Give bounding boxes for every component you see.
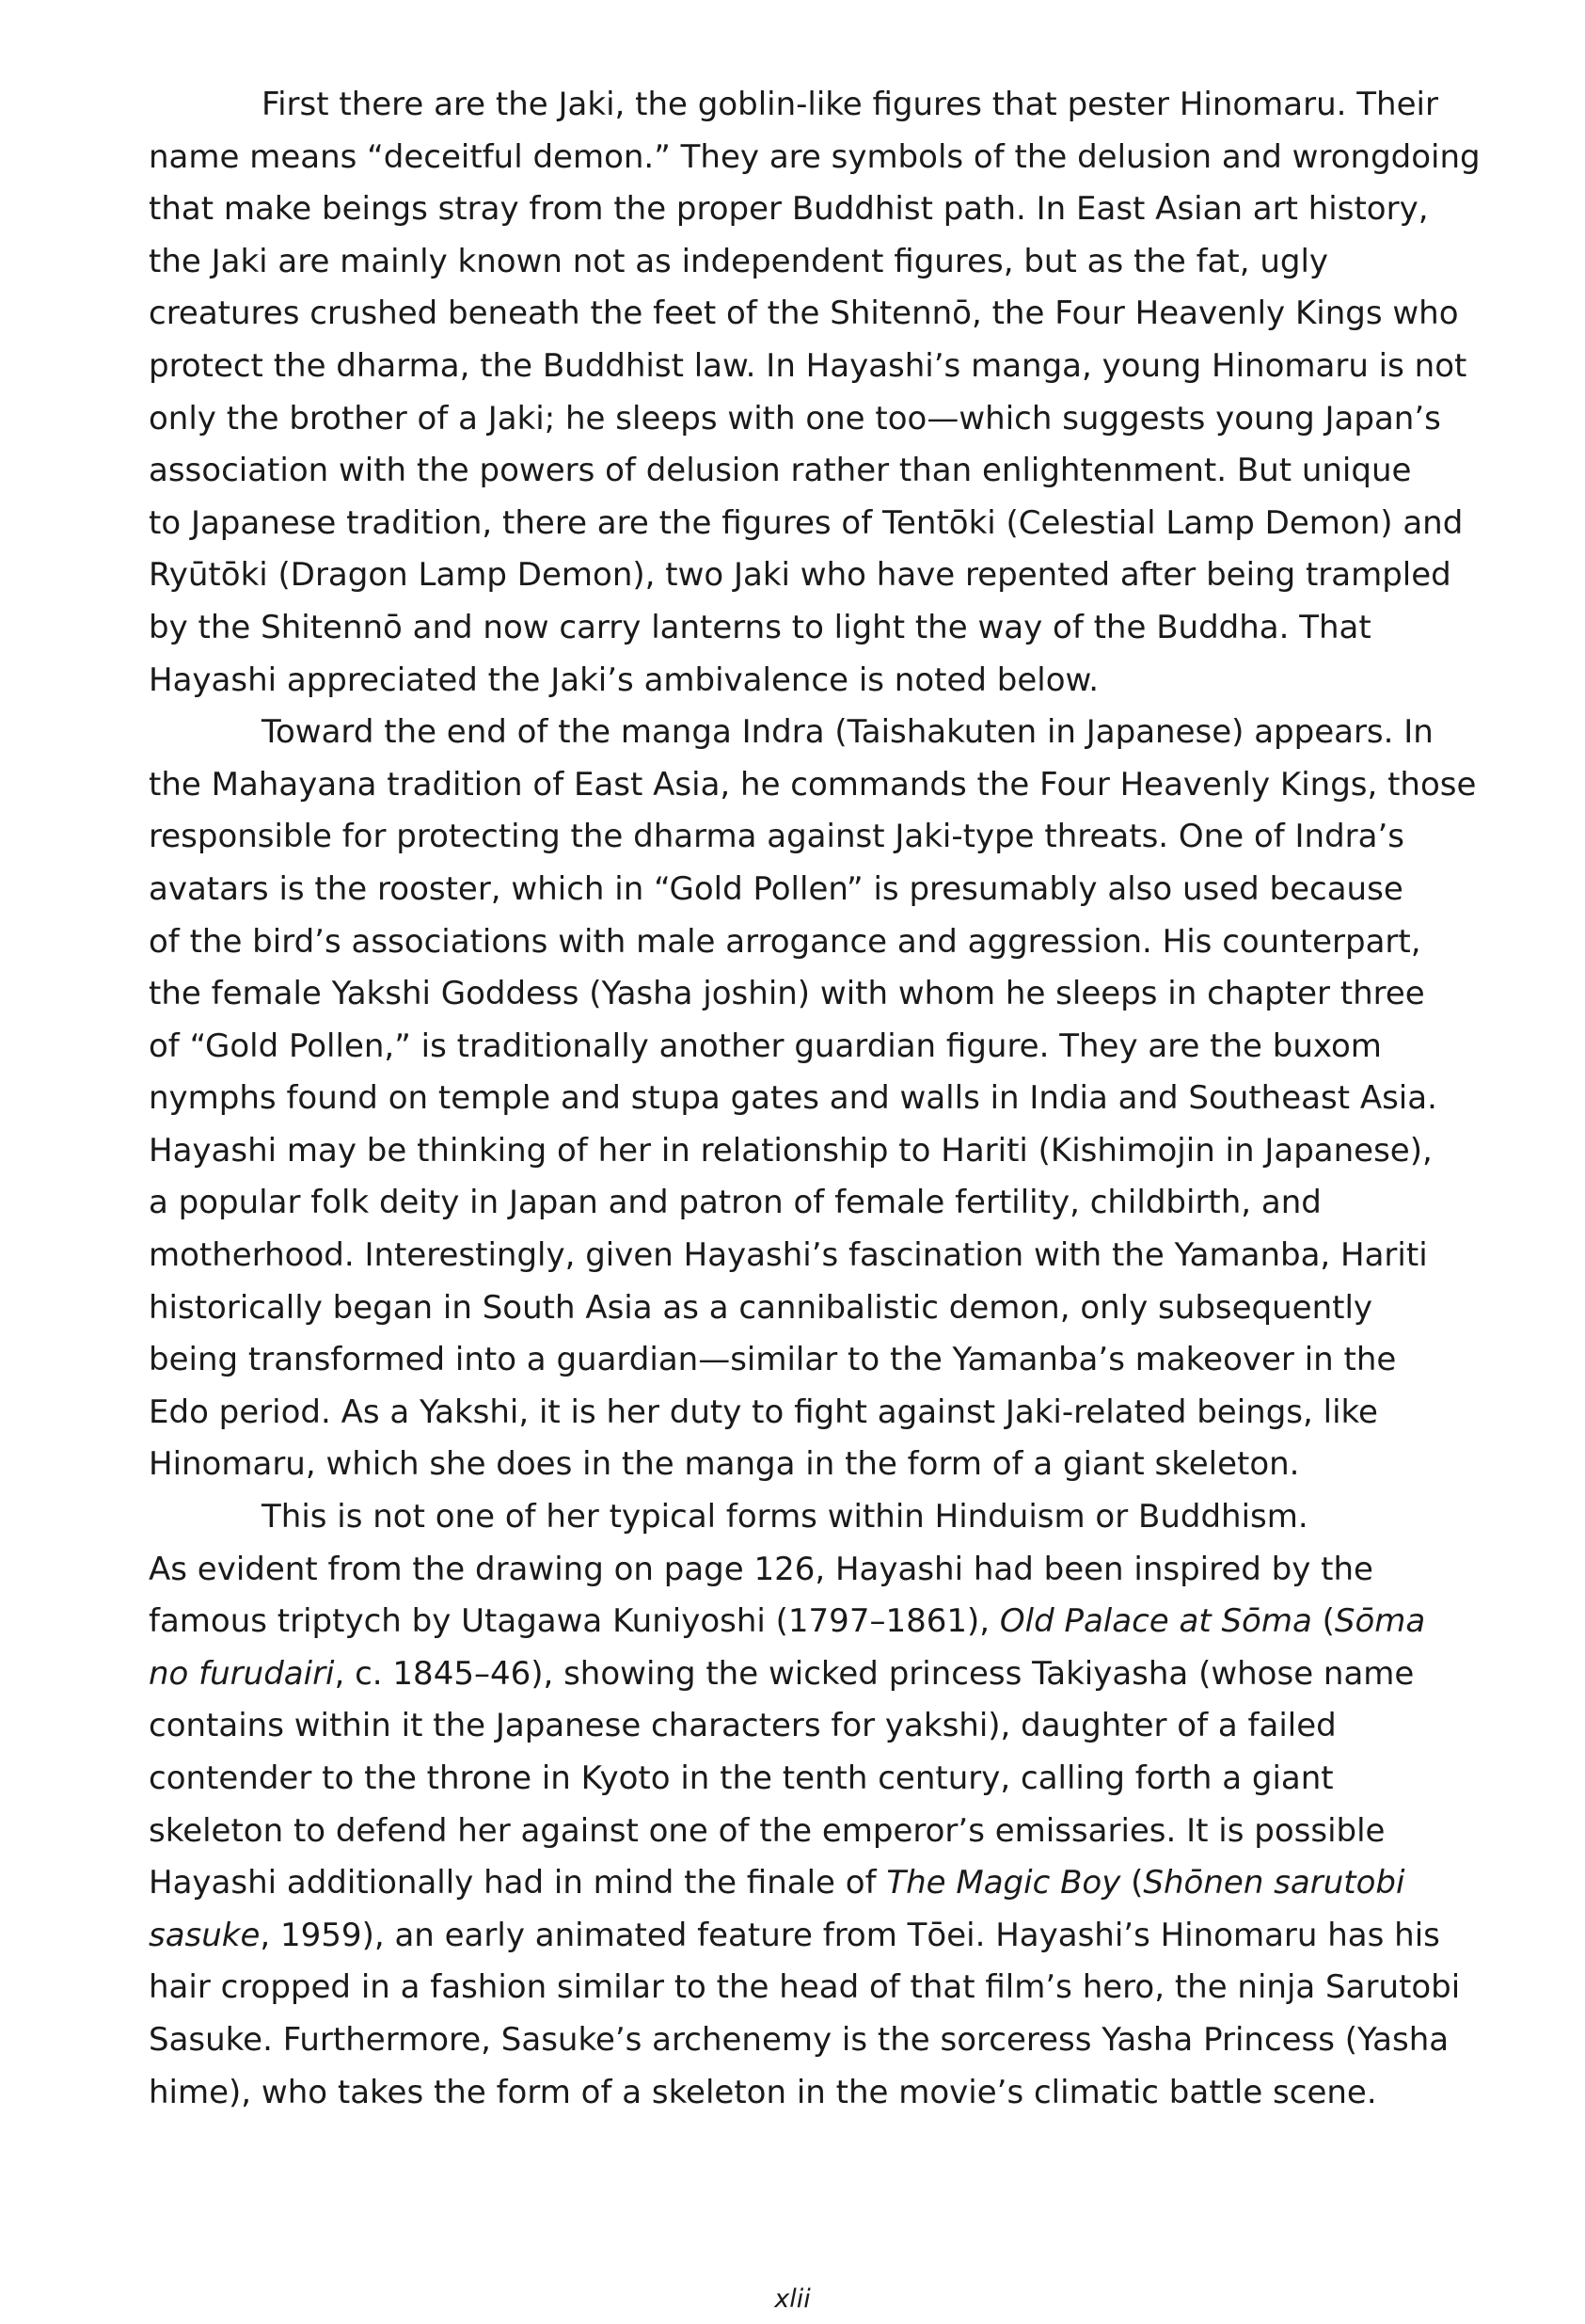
text-line: As evident from the drawing on page 126, Hayashi had been inspired by the (149, 1550, 1373, 1588)
text-line: of “Gold Pollen,” is traditionally another guardian figure. They are the buxom (149, 1027, 1382, 1065)
text-line: Hinomaru, which she does in the manga in the form of a giant skeleton. (149, 1445, 1300, 1484)
text-line: protect the dharma, the Buddhist law. In Hayashi’s manga, young Hinomaru is not (149, 346, 1467, 385)
text-line: sasuke, 1959), an early animated feature from Tōei. Hayashi’s Hinomaru has his (149, 1916, 1440, 1954)
page-body (149, 79, 1481, 2119)
text-line: creatures crushed beneath the feet of the Shitennō, the Four Heavenly Kings who (149, 294, 1459, 333)
paragraph-3 (149, 1491, 1461, 2119)
text-line: Ryūtōki (Dragon Lamp Demon), two Jaki who have repented after being trampled (149, 556, 1451, 595)
text-line: contender to the throne in Kyoto in the tenth century, calling forth a giant (149, 1759, 1334, 1797)
text-line: of the bird’s associations with male arrogance and aggression. His counterpart, (149, 922, 1421, 961)
text-line: Hayashi additionally had in mind the finale of The Magic Boy (Shōnen sarutobi (149, 1864, 1405, 1902)
text-line: to Japanese tradition, there are the figures of Tentōki (Celestial Lamp Demon) and (149, 503, 1464, 542)
text-line: skeleton to defend her against one of the emperor’s emissaries. It is possible (149, 1811, 1386, 1850)
text-line: name means “deceitful demon.” They are symbols of the delusion and wrongdoing (149, 137, 1481, 176)
text-line: motherhood. Interestingly, given Hayashi’s fascination with the Yamanba, Hariti (149, 1236, 1428, 1275)
text-line: that make beings stray from the proper Buddhist path. In East Asian art history, (149, 190, 1429, 229)
text-line: nymphs found on temple and stupa gates and walls in India and Southeast Asia. (149, 1079, 1437, 1118)
text-line: historically began in South Asia as a cannibalistic demon, only subsequently (149, 1288, 1373, 1327)
text-line: the Jaki are mainly known not as independent figures, but as the fat, ugly (149, 242, 1329, 280)
text-line: no furudairi, c. 1845–46), showing the wicked princess Takiyasha (whose name (149, 1654, 1415, 1693)
text-line: This is not one of her typical forms within Hinduism or Buddhism. (262, 1498, 1308, 1536)
text-line: the female Yakshi Goddess (Yasha joshin) with whom he sleeps in chapter three (149, 975, 1425, 1013)
text-line: avatars is the rooster, which in “Gold Pollen” is presumably also used because (149, 869, 1403, 908)
paragraph-1 (149, 79, 1481, 707)
text-line: hime), who takes the form of a skeleton in the movie’s climatic battle scene. (149, 2073, 1377, 2111)
text-line: only the brother of a Jaki; he sleeps with one too—which suggests young Japan’s (149, 399, 1441, 438)
paragraph-2 (149, 707, 1477, 1491)
text-line: First there are the Jaki, the goblin-like figures that pester Hinomaru. Their (262, 86, 1438, 123)
text-line: Sasuke. Furthermore, Sasuke’s archenemy is the sorceress Yasha Princess (Yasha (149, 2020, 1450, 2059)
text-line: famous triptych by Utagawa Kuniyoshi (1797–1861), Old Palace at Sōma (Sōma (149, 1602, 1426, 1641)
text-line: Hayashi may be thinking of her in relationship to Hariti (Kishimojin in Japanese), (149, 1131, 1433, 1170)
text-line: by the Shitennō and now carry lanterns to light the way of the Buddha. That (149, 608, 1371, 646)
page-number: xlii (774, 2284, 811, 2314)
text-line: being transformed into a guardian—similar to the Yamanba’s makeover in the (149, 1341, 1397, 1379)
text-line: the Mahayana tradition of East Asia, he commands the Four Heavenly Kings, those (149, 765, 1477, 804)
text-line: a popular folk deity in Japan and patron of female fertility, childbirth, and (149, 1184, 1322, 1222)
text-line: responsible for protecting the dharma against Jaki-type threats. One of Indra’s (149, 818, 1405, 856)
text-line: Edo period. As a Yakshi, it is her duty to fight against Jaki-related beings, like (149, 1393, 1378, 1431)
text-line: Toward the end of the manga Indra (Taishakuten in Japanese) appears. In (262, 713, 1434, 752)
text-line: contains within it the Japanese characters for yakshi), daughter of a failed (149, 1707, 1337, 1745)
text-line: hair cropped in a fashion similar to the head of that film’s hero, the ninja Sarutobi (149, 1968, 1461, 2007)
text-line: Hayashi appreciated the Jaki’s ambivalence is noted below. (149, 661, 1100, 699)
text-line: association with the powers of delusion rather than enlightenment. But unique (149, 452, 1412, 490)
